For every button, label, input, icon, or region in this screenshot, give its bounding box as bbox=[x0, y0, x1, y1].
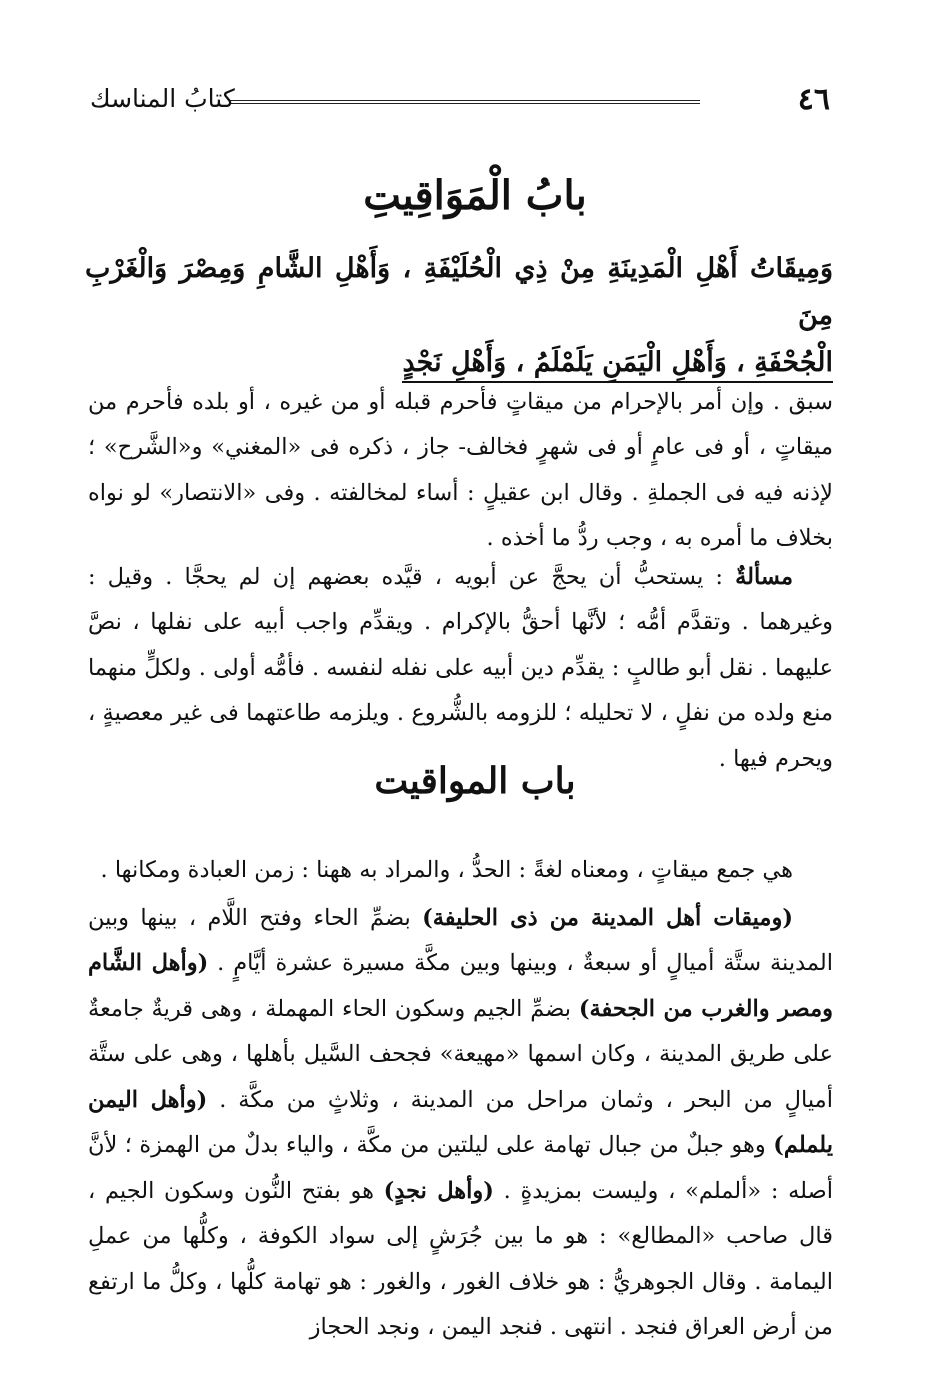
page-number: ٤٦ bbox=[797, 82, 830, 117]
masala-paragraph bbox=[88, 555, 833, 783]
masala-label: مسألةٌ bbox=[735, 563, 793, 590]
section-title: باب المواقيت bbox=[374, 760, 576, 802]
commentary-text: وهو جبلٌ من جبال تهامة على ليلتين من مكَّة ، والياء بدلٌ من الهمزة ؛ لأنَّ أصله : «ألملم» ، وليست بمزيدةٍ . bbox=[88, 1132, 833, 1204]
quoted-matn: (وأهل الشَّام ومصر والغرب من الجحفة) bbox=[88, 950, 833, 1022]
matn-text bbox=[85, 245, 833, 386]
commentary-text: بضمِّ الجيم وسكون الحاء المهملة ، وهى قريةٌ جامعةٌ على طريق المدينة ، وكان اسمها «مهيعة» فجحف السَّيل بأهلها ، وهى على ستَّة أميالٍ من البحر ، وثمان مراحل من المدينة ، وثلاثٍ من مكَّة . bbox=[88, 995, 833, 1113]
chapter-title: بابُ الْمَوَاقِيتِ bbox=[363, 172, 587, 219]
commentary-paragraph bbox=[88, 896, 833, 1351]
matn-line: وَمِيقَاتُ أَهْلِ الْمَدِينَةِ مِنْ ذِي الْحُلَيْفَةِ ، وَأَهْلِ الشَّامِ وَمِصْرَ وَالْغَرْبِ مِنَ bbox=[85, 253, 833, 331]
running-header bbox=[90, 82, 830, 122]
quoted-matn: (وأهل نجدٍ) bbox=[383, 1177, 494, 1204]
definition-paragraph: هي جمع ميقاتٍ ، ومعناه لغةً : الحدُّ ، والمراد به ههنا : زمن العبادة ومكانها . bbox=[100, 856, 793, 883]
commentary-text: هو بفتح النُّون وسكون الجيم ، قال صاحب «المطالع» : هو ما بين جُرَشٍ إلى سواد الكوفة ، وكلُّها من عملِ اليمامة . وقال الجوهريُّ : هو خلاف الغور ، والغور : هو تهامة كلُّها ، وكلُّ ما ارتفع من أرض العراق فنجد . انتهى . فنجد اليمن ، ونجد الحجاز bbox=[88, 1177, 833, 1340]
book-title: كتابُ المناسك bbox=[90, 84, 235, 113]
commentary-paragraph: سبق . وإن أمر بالإحرام من ميقاتٍ فأحرم قبله أو من غيره ، أو بلده فأحرم من ميقاتٍ ، أو فى عامٍ أو فى شهرٍ فخالف- جاز ، ذكره فى «المغني» و«الشَّرح» ؛ لإذنه فيه فى الجملةِ . وقال ابن عقيلٍ : أساء لمخالفته . وفى «الانتصار» لو نواه بخلاف ما أمره به ، وجب ردُّ ما أخذه . bbox=[88, 388, 833, 551]
matn-line-underlined: الْجُحْفَةِ ، وَأَهْلِ الْيَمَنِ يَلَمْلَمُ ، وَأَهْلِ نَجْدٍ bbox=[402, 347, 833, 383]
commentary-text: بضمِّ الحاء وفتح اللَّام ، بينها وبين المدينة ستَّة أميالٍ أو سبعةٌ ، وبينها وبين مكَّة مسيرة عشرة أيَّامٍ . bbox=[88, 904, 834, 976]
quoted-matn: (وأهل اليمن يلملم) bbox=[88, 1086, 833, 1158]
quoted-matn: (وميقات أهل المدينة من ذى الحليفة) bbox=[422, 904, 793, 931]
header-rule bbox=[230, 100, 700, 104]
masala-text: : يستحبُّ أن يحجَّ عن أبويه ، قيَّده بعضهم إن لم يحجَّا . وقيل : وغيرهما . وتقدَّم أمُّه ؛ لأنَّها أحقُّ بالإكرام . ويقدِّم واجب أبيه على نفلها ، نصَّ عليهما . نقل أبو طالبٍ : يقدِّم دين أبيه على نفله لنفسه . فأمُّه أولى . ولكلٍّ منهما منع ولده من نفلٍ ، لا تحليله ؛ للزومه بالشُّروع . ويلزمه طاعتهما فى غير معصيةٍ ، ويحرم فيها . bbox=[88, 563, 833, 772]
